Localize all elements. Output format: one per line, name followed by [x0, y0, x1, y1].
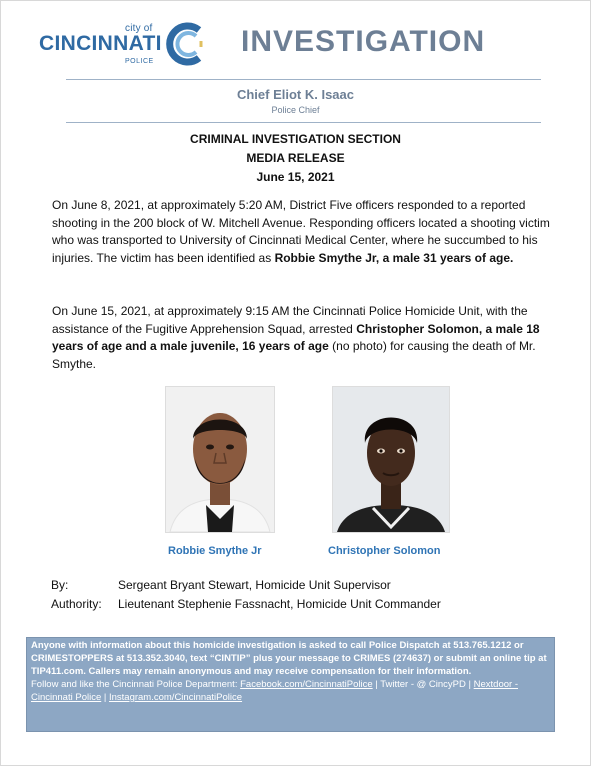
credit-by-label: By:: [51, 578, 69, 592]
arrest-text-b: (no photo) for causing the death of Mr. Smythe.: [52, 339, 536, 371]
release-type: MEDIA RELEASE: [246, 151, 345, 165]
follow-prefix: Follow and like the Cincinnati Police Department:: [31, 679, 241, 690]
section-heading: CRIMINAL INVESTIGATION SECTION: [190, 132, 401, 146]
victim-photo: [165, 386, 275, 533]
incident-paragraph: [52, 197, 552, 267]
twitter-text: | Twitter - @ CincyPD |: [372, 679, 474, 690]
chief-title: Police Chief: [271, 105, 320, 115]
victim-photo-caption: Robbie Smythe Jr: [168, 545, 262, 557]
victim-identification: Robbie Smythe Jr, a male 31 years of age.: [274, 250, 514, 265]
social-links: [31, 678, 550, 704]
cincinnati-police-logo: [39, 19, 209, 71]
logo-police: POLICE: [125, 58, 154, 65]
cincinnati-c-logo-icon: [165, 21, 207, 67]
incident-text: On June 8, 2021, at approximately 5:20 AM, District Five officers responded to a reported shooting in the 200 block of W. Mitchell Avenue. Responding officers located a shooting victim who was transported to University of Cincinnati Medical Center, where he succumbed to his injuries. The victim has been identified as: [52, 198, 550, 265]
instagram-link[interactable]: Instagram.com/CincinnatiPolice: [108, 692, 243, 703]
social-separator: |: [101, 692, 109, 703]
chief-name: Chief Eliot K. Isaac: [236, 87, 355, 102]
arrestee-photo-caption: Christopher Solomon: [328, 545, 441, 557]
chief-divider: [66, 122, 541, 123]
arrestee-photo: [332, 386, 450, 533]
tip-info-box: [26, 637, 555, 732]
arrest-paragraph: [52, 303, 552, 373]
header-divider: [66, 79, 541, 80]
logo-city-name: CINCINNATI: [39, 32, 162, 55]
nextdoor-link[interactable]: Nextdoor - Cincinnati Police: [31, 679, 518, 703]
logo-city-of: city of: [125, 23, 153, 34]
facebook-link[interactable]: Facebook.com/CincinnatiPolice: [240, 679, 373, 690]
credit-authority-label: Authority:: [51, 597, 102, 611]
credit-authority-value: Lieutenant Stephenie Fassnacht, Homicide Unit Commander: [118, 597, 441, 611]
credit-by-value: Sergeant Bryant Stewart, Homicide Unit Supervisor: [118, 578, 391, 592]
release-date: June 15, 2021: [256, 170, 335, 184]
page-title: INVESTIGATION: [241, 25, 486, 58]
credit-authority: [51, 597, 441, 611]
arrestee-identification: Christopher Solomon, a male 18 years of age and a male juvenile, 16 years of age: [52, 321, 540, 353]
tip-info-text: Anyone with information about this homicide investigation is asked to call Police Dispatch at 513.765.1212 or CRIMESTOPPERS at 513.352.3040, text “CINTIP” plus your message to CRIMES (274637) or submit an online tip at TIP411.com. Callers may remain anonymous and may receive compensation for their information.: [31, 640, 547, 677]
credit-by: [51, 578, 391, 592]
arrest-text-a: On June 15, 2021, at approximately 9:15 AM the Cincinnati Police Homicide Unit, with the assistance of the Fugitive Apprehension Squad, arrested: [52, 304, 528, 336]
